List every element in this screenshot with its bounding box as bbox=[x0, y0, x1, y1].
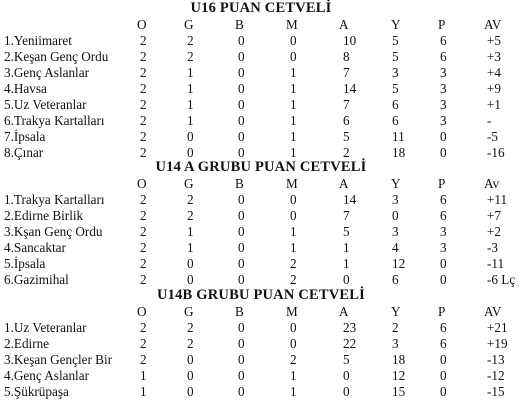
cell-won: 1 bbox=[187, 240, 194, 255]
cell-team-name: 6.Gazimihal bbox=[4, 272, 69, 287]
cell-points: 3 bbox=[440, 113, 447, 128]
cell-team-name: 1.Uz Veteranlar bbox=[4, 320, 87, 335]
cell-won: 2 bbox=[187, 336, 194, 351]
cell-lost: 1 bbox=[290, 368, 297, 383]
cell-points: 3 bbox=[440, 97, 447, 112]
cell-team-name: 5.Şükrüpaşa bbox=[4, 384, 69, 399]
cell-points: 6 bbox=[440, 336, 447, 351]
table-row bbox=[0, 320, 522, 336]
cell-average: - bbox=[487, 113, 492, 128]
cell-played: 2 bbox=[140, 33, 147, 48]
cell-goals-against: 5 bbox=[392, 33, 399, 48]
cell-average: -12 bbox=[487, 368, 505, 383]
cell-lost: 0 bbox=[290, 336, 297, 351]
cell-lost: 0 bbox=[290, 320, 297, 335]
cell-average: -15 bbox=[487, 384, 505, 399]
table-body bbox=[0, 192, 522, 288]
cell-goals-for: 1 bbox=[343, 256, 350, 271]
cell-points: 6 bbox=[440, 49, 447, 64]
cell-goals-for: 5 bbox=[343, 352, 350, 367]
table-header-row bbox=[0, 17, 522, 33]
table-row bbox=[0, 113, 522, 129]
table-row bbox=[0, 272, 522, 288]
cell-average: +1 bbox=[487, 97, 502, 112]
col-header-average: Av bbox=[484, 176, 500, 191]
cell-goals-for: 5 bbox=[343, 129, 350, 144]
table-header-row bbox=[0, 304, 522, 320]
cell-team-name: 1.Yeniimaret bbox=[4, 33, 72, 48]
cell-won: 1 bbox=[187, 224, 194, 239]
cell-points: 0 bbox=[440, 256, 447, 271]
cell-lost: 0 bbox=[290, 208, 297, 223]
u14b-standings-table bbox=[0, 288, 522, 400]
cell-goals-against: 6 bbox=[392, 113, 399, 128]
table-body bbox=[0, 320, 522, 400]
cell-goals-against: 3 bbox=[392, 192, 399, 207]
table-title: U14B GRUBU PUAN CETVELİ bbox=[156, 287, 366, 303]
cell-won: 2 bbox=[187, 320, 194, 335]
table-row bbox=[0, 352, 522, 368]
cell-goals-against: 3 bbox=[392, 336, 399, 351]
cell-drawn: 0 bbox=[238, 352, 245, 367]
cell-goals-against: 3 bbox=[392, 65, 399, 80]
cell-goals-against: 11 bbox=[392, 129, 405, 144]
cell-points: 6 bbox=[440, 320, 447, 335]
cell-average: -3 bbox=[487, 240, 498, 255]
table-row bbox=[0, 336, 522, 352]
cell-goals-for: 23 bbox=[343, 320, 357, 335]
cell-played: 2 bbox=[140, 49, 147, 64]
cell-played: 2 bbox=[140, 208, 147, 223]
cell-average: +19 bbox=[487, 336, 508, 351]
cell-team-name: 3.Kşan Genç Ordu bbox=[4, 224, 103, 239]
col-header-lost: M bbox=[286, 176, 298, 191]
cell-won: 1 bbox=[187, 65, 194, 80]
cell-team-name: 5.Uz Veteranlar bbox=[4, 97, 87, 112]
cell-played: 1 bbox=[140, 368, 147, 383]
table-body bbox=[0, 33, 522, 161]
col-header-played: O bbox=[137, 304, 147, 319]
cell-points: 0 bbox=[440, 145, 447, 160]
col-header-goals-against: Y bbox=[391, 17, 401, 32]
cell-points: 0 bbox=[440, 384, 447, 399]
cell-won: 2 bbox=[187, 208, 194, 223]
cell-goals-for: 0 bbox=[343, 384, 350, 399]
cell-won: 1 bbox=[187, 81, 194, 96]
cell-points: 6 bbox=[440, 192, 447, 207]
cell-drawn: 0 bbox=[238, 192, 245, 207]
cell-played: 2 bbox=[140, 256, 147, 271]
cell-team-name: 2.Edirne bbox=[4, 336, 50, 351]
cell-team-name: 4.Sancaktar bbox=[4, 240, 66, 255]
cell-goals-for: 0 bbox=[343, 272, 350, 287]
cell-drawn: 0 bbox=[238, 224, 245, 239]
cell-goals-for: 7 bbox=[343, 208, 350, 223]
cell-team-name: 7.İpsala bbox=[4, 129, 46, 144]
cell-lost: 0 bbox=[290, 33, 297, 48]
table-row bbox=[0, 208, 522, 224]
cell-won: 0 bbox=[187, 368, 194, 383]
cell-played: 2 bbox=[140, 320, 147, 335]
cell-average: -11 bbox=[487, 256, 505, 271]
cell-drawn: 0 bbox=[238, 113, 245, 128]
cell-won: 0 bbox=[187, 145, 194, 160]
cell-played: 2 bbox=[140, 129, 147, 144]
cell-goals-against: 12 bbox=[392, 256, 406, 271]
cell-lost: 1 bbox=[290, 129, 297, 144]
cell-average: -6 Lç bbox=[487, 272, 516, 287]
cell-lost: 2 bbox=[290, 272, 297, 287]
cell-goals-against: 18 bbox=[392, 145, 406, 160]
cell-team-name: 6.Trakya Kartalları bbox=[4, 113, 105, 128]
col-header-points: P bbox=[438, 176, 446, 191]
cell-played: 2 bbox=[140, 336, 147, 351]
cell-average: +3 bbox=[487, 49, 502, 64]
cell-drawn: 0 bbox=[238, 208, 245, 223]
cell-points: 6 bbox=[440, 208, 447, 223]
cell-lost: 0 bbox=[290, 49, 297, 64]
cell-drawn: 0 bbox=[238, 81, 245, 96]
cell-won: 0 bbox=[187, 352, 194, 367]
cell-goals-against: 2 bbox=[392, 320, 399, 335]
cell-played: 2 bbox=[140, 192, 147, 207]
cell-points: 6 bbox=[440, 33, 447, 48]
cell-average: +21 bbox=[487, 320, 508, 335]
cell-goals-for: 5 bbox=[343, 224, 350, 239]
cell-team-name: 3.Keşan Gençler Bir bbox=[4, 352, 113, 367]
table-title: U16 PUAN CETVELİ bbox=[190, 0, 332, 16]
cell-won: 0 bbox=[187, 272, 194, 287]
cell-goals-against: 18 bbox=[392, 352, 406, 367]
cell-goals-for: 8 bbox=[343, 49, 350, 64]
col-header-drawn: B bbox=[235, 17, 244, 32]
cell-won: 2 bbox=[187, 192, 194, 207]
table-row bbox=[0, 49, 522, 65]
cell-drawn: 0 bbox=[238, 336, 245, 351]
cell-average: +4 bbox=[487, 65, 502, 80]
cell-won: 0 bbox=[187, 384, 194, 399]
table-row bbox=[0, 65, 522, 81]
cell-team-name: 8.Çınar bbox=[4, 145, 44, 160]
cell-drawn: 0 bbox=[238, 256, 245, 271]
cell-goals-for: 1 bbox=[343, 240, 350, 255]
u14a-standings-table bbox=[0, 160, 522, 288]
table-row bbox=[0, 97, 522, 113]
col-header-goals-for: A bbox=[339, 17, 349, 32]
cell-goals-against: 4 bbox=[392, 240, 399, 255]
table-row bbox=[0, 240, 522, 256]
cell-drawn: 0 bbox=[238, 320, 245, 335]
cell-team-name: 1.Trakya Kartalları bbox=[4, 192, 105, 207]
cell-goals-for: 7 bbox=[343, 97, 350, 112]
cell-goals-for: 2 bbox=[343, 145, 350, 160]
cell-goals-for: 14 bbox=[343, 192, 357, 207]
cell-goals-against: 5 bbox=[392, 49, 399, 64]
cell-average: -13 bbox=[487, 352, 505, 367]
cell-drawn: 0 bbox=[238, 33, 245, 48]
cell-lost: 2 bbox=[290, 256, 297, 271]
cell-won: 2 bbox=[187, 33, 194, 48]
cell-goals-against: 3 bbox=[392, 224, 399, 239]
col-header-played: O bbox=[137, 176, 147, 191]
cell-team-name: 5.İpsala bbox=[4, 256, 46, 271]
cell-lost: 1 bbox=[290, 384, 297, 399]
cell-played: 2 bbox=[140, 97, 147, 112]
cell-drawn: 0 bbox=[238, 384, 245, 399]
cell-goals-against: 6 bbox=[392, 97, 399, 112]
table-row bbox=[0, 81, 522, 97]
cell-won: 0 bbox=[187, 256, 194, 271]
col-header-points: P bbox=[438, 304, 446, 319]
cell-played: 2 bbox=[140, 65, 147, 80]
cell-lost: 1 bbox=[290, 81, 297, 96]
cell-drawn: 0 bbox=[238, 368, 245, 383]
cell-average: -16 bbox=[487, 145, 505, 160]
cell-played: 2 bbox=[140, 113, 147, 128]
cell-team-name: 4.Havsa bbox=[4, 81, 47, 96]
table-row bbox=[0, 129, 522, 145]
cell-points: 0 bbox=[440, 352, 447, 367]
table-row bbox=[0, 368, 522, 384]
col-header-goals-for: A bbox=[339, 176, 349, 191]
cell-average: +2 bbox=[487, 224, 502, 239]
cell-played: 2 bbox=[140, 145, 147, 160]
cell-goals-against: 0 bbox=[392, 208, 399, 223]
cell-played: 1 bbox=[140, 384, 147, 399]
cell-lost: 1 bbox=[290, 113, 297, 128]
cell-goals-for: 7 bbox=[343, 65, 350, 80]
cell-lost: 1 bbox=[290, 240, 297, 255]
cell-played: 2 bbox=[140, 81, 147, 96]
cell-lost: 1 bbox=[290, 145, 297, 160]
cell-points: 3 bbox=[440, 81, 447, 96]
cell-team-name: 4.Genç Aslanlar bbox=[4, 368, 89, 383]
col-header-goals-against: Y bbox=[391, 176, 401, 191]
cell-team-name: 2.Edirne Birlik bbox=[4, 208, 84, 223]
cell-goals-for: 0 bbox=[343, 368, 350, 383]
col-header-won: G bbox=[184, 17, 194, 32]
cell-drawn: 0 bbox=[238, 240, 245, 255]
cell-goals-for: 22 bbox=[343, 336, 357, 351]
cell-average: +11 bbox=[487, 192, 508, 207]
col-header-points: P bbox=[438, 17, 446, 32]
cell-average: +5 bbox=[487, 33, 502, 48]
table-row bbox=[0, 33, 522, 49]
cell-goals-against: 6 bbox=[392, 272, 399, 287]
cell-won: 1 bbox=[187, 97, 194, 112]
table-title: U14 A GRUBU PUAN CETVELİ bbox=[155, 159, 367, 175]
cell-points: 3 bbox=[440, 240, 447, 255]
cell-lost: 2 bbox=[290, 352, 297, 367]
cell-drawn: 0 bbox=[238, 97, 245, 112]
col-header-won: G bbox=[184, 304, 194, 319]
col-header-goals-against: Y bbox=[391, 304, 401, 319]
table-row bbox=[0, 256, 522, 272]
cell-points: 0 bbox=[440, 368, 447, 383]
cell-played: 2 bbox=[140, 240, 147, 255]
cell-played: 2 bbox=[140, 272, 147, 287]
cell-average: -5 bbox=[487, 129, 498, 144]
table-row bbox=[0, 192, 522, 208]
cell-average: +7 bbox=[487, 208, 502, 223]
cell-lost: 0 bbox=[290, 192, 297, 207]
col-header-average: AV bbox=[484, 17, 502, 32]
cell-won: 1 bbox=[187, 113, 194, 128]
u16-standings-table bbox=[0, 1, 522, 161]
cell-played: 2 bbox=[140, 224, 147, 239]
col-header-lost: M bbox=[286, 17, 298, 32]
col-header-lost: M bbox=[286, 304, 298, 319]
cell-goals-against: 5 bbox=[392, 81, 399, 96]
col-header-played: O bbox=[137, 17, 147, 32]
cell-played: 2 bbox=[140, 352, 147, 367]
cell-drawn: 0 bbox=[238, 272, 245, 287]
col-header-drawn: B bbox=[235, 176, 244, 191]
col-header-won: G bbox=[184, 176, 194, 191]
cell-points: 0 bbox=[440, 129, 447, 144]
table-row bbox=[0, 384, 522, 400]
cell-points: 0 bbox=[440, 272, 447, 287]
cell-lost: 1 bbox=[290, 97, 297, 112]
col-header-drawn: B bbox=[235, 304, 244, 319]
col-header-average: AV bbox=[484, 304, 502, 319]
cell-points: 3 bbox=[440, 224, 447, 239]
cell-drawn: 0 bbox=[238, 129, 245, 144]
cell-lost: 1 bbox=[290, 65, 297, 80]
cell-team-name: 2.Keşan Genç Ordu bbox=[4, 49, 109, 64]
col-header-goals-for: A bbox=[339, 304, 349, 319]
cell-goals-for: 10 bbox=[343, 33, 357, 48]
cell-won: 0 bbox=[187, 129, 194, 144]
cell-average: +9 bbox=[487, 81, 502, 96]
cell-points: 3 bbox=[440, 65, 447, 80]
cell-lost: 1 bbox=[290, 224, 297, 239]
cell-won: 2 bbox=[187, 49, 194, 64]
cell-goals-against: 12 bbox=[392, 368, 406, 383]
table-header-row bbox=[0, 176, 522, 192]
cell-goals-against: 15 bbox=[392, 384, 406, 399]
cell-goals-for: 6 bbox=[343, 113, 350, 128]
cell-drawn: 0 bbox=[238, 65, 245, 80]
cell-goals-for: 14 bbox=[343, 81, 357, 96]
table-row bbox=[0, 224, 522, 240]
cell-drawn: 0 bbox=[238, 145, 245, 160]
cell-drawn: 0 bbox=[238, 49, 245, 64]
cell-team-name: 3.Genç Aslanlar bbox=[4, 65, 89, 80]
